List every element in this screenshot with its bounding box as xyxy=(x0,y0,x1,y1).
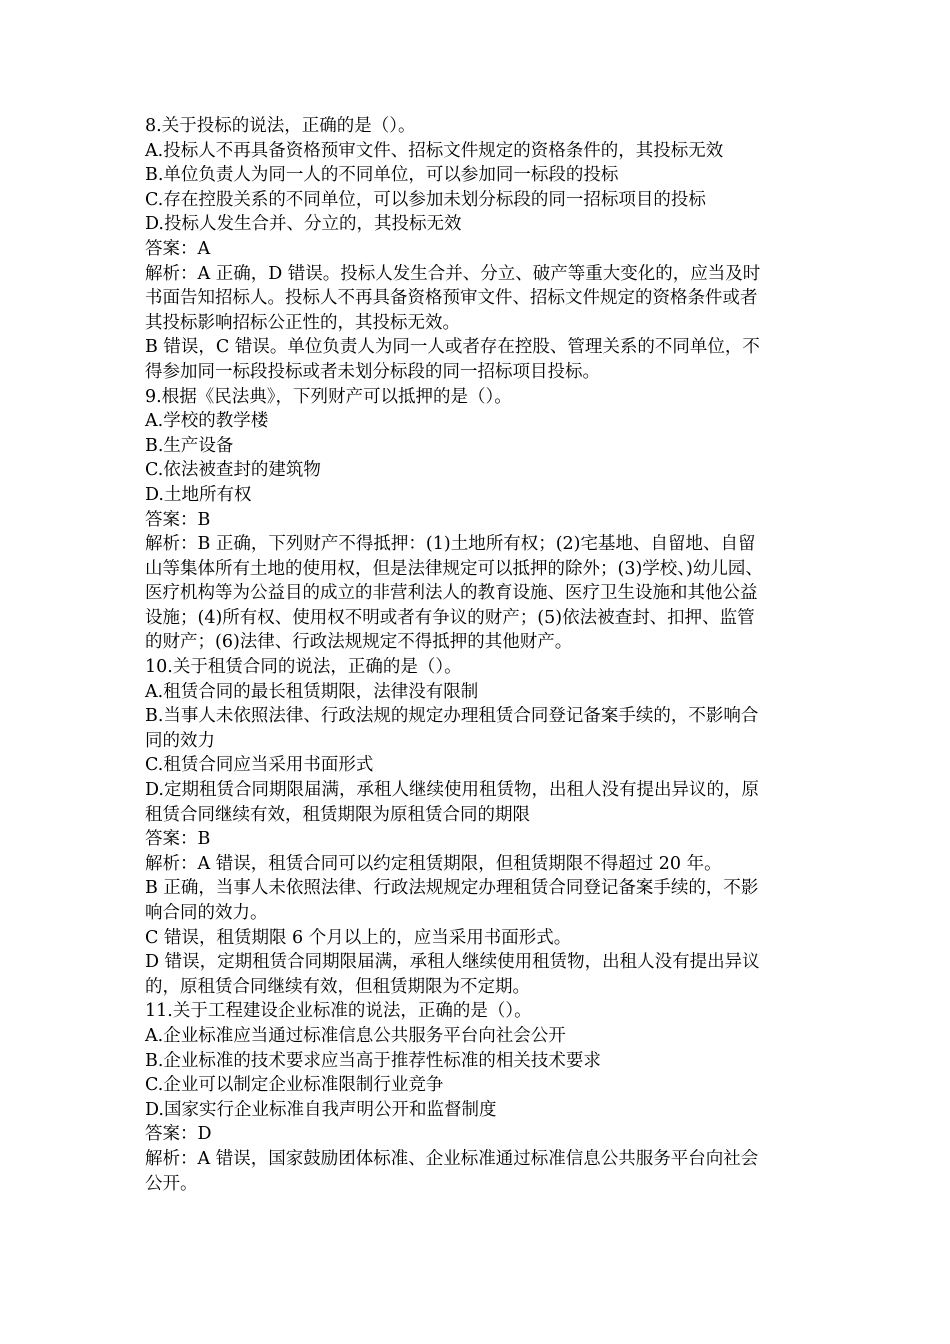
text-line: 解析：B 正确，下列财产不得抵押：(1)土地所有权；(2)宅基地、自留地、自留 xyxy=(145,534,756,555)
text-line: 解析：A 正确，D 错误。投标人发生合并、分立、破产等重大变化的，应当及时 xyxy=(145,263,761,284)
text-line: 公开。 xyxy=(145,1173,198,1194)
text-line: 答案：A xyxy=(145,238,211,259)
text-line: 解析：A 错误，租赁合同可以约定租赁期限，但租赁期限不得超过 20 年。 xyxy=(145,853,722,874)
text-line: 的，原租赁合同继续有效，但租赁期限为不定期。 xyxy=(145,976,530,997)
text-line: 设施；(4)所有权、使用权不明或者有争议的财产；(5)依法被查封、扣押、监管 xyxy=(145,607,755,628)
text-line: 医疗机构等为公益目的成立的非营利法人的教育设施、医疗卫生设施和其他公益 xyxy=(145,583,758,604)
text-line: 11.关于工程建设企业标准的说法，正确的是（）。 xyxy=(145,1001,532,1022)
text-line: B.单位负责人为同一人的不同单位，可以参加同一标段的投标 xyxy=(145,165,619,186)
text-line: A.投标人不再具备资格预审文件、招标文件规定的资格条件的，其投标无效 xyxy=(145,140,724,161)
text-line: 解析：A 错误，国家鼓励团体标准、企业标准通过标准信息公共服务平台向社会 xyxy=(145,1148,759,1169)
text-line: 答案：D xyxy=(145,1124,212,1145)
text-line: C.租赁合同应当采用书面形式 xyxy=(145,755,374,776)
text-line: 答案：B xyxy=(145,509,211,530)
text-line: 得参加同一标段投标或者未划分标段的同一招标项目投标。 xyxy=(145,361,600,382)
text-line: 9.根据《民法典》，下列财产可以抵押的是（）。 xyxy=(145,386,512,407)
text-line: A.学校的教学楼 xyxy=(145,411,269,432)
text-line: 山等集体所有土地的使用权，但是法律规定可以抵押的除外；(3)学校、)幼儿园、 xyxy=(145,558,763,579)
text-line: C.存在控股关系的不同单位，可以参加未划分标段的同一招标项目的投标 xyxy=(145,189,706,210)
text-line: 8.关于投标的说法，正确的是（）。 xyxy=(145,116,416,136)
text-line: B.当事人未依照法律、行政法规的规定办理租赁合同登记备案手续的，不影响合 xyxy=(145,706,759,727)
text-line: B 错误，C 错误。单位负责人为同一人或者存在控股、管理关系的不同单位，不 xyxy=(145,337,760,358)
text-line: D.国家实行企业标准自我声明公开和监督制度 xyxy=(145,1099,497,1120)
text-line: D.投标人发生合并、分立的，其投标无效 xyxy=(145,214,462,235)
text-line: C.企业可以制定企业标准限制行业竞争 xyxy=(145,1075,444,1096)
text-line: 答案：B xyxy=(145,829,211,850)
text-line: C.依法被查封的建筑物 xyxy=(145,460,321,481)
text-line: B 正确，当事人未依照法律、行政法规规定办理租赁合同登记备案手续的，不影 xyxy=(145,878,759,899)
text-line: D.定期租赁合同期限届满，承租人继续使用租赁物，出租人没有提出异议的，原 xyxy=(145,780,759,801)
text-line: 其投标影响招标公正性的，其投标无效。 xyxy=(145,312,460,333)
text-line: B.生产设备 xyxy=(145,435,234,456)
text-line: 租赁合同继续有效，租赁期限为原租赁合同的期限 xyxy=(145,804,530,825)
text-line: 同的效力 xyxy=(145,730,215,751)
text-line: 的财产；(6)法律、行政法规规定不得抵押的其他财产。 xyxy=(145,632,573,653)
text-line: B.企业标准的技术要求应当高于推荐性标准的相关技术要求 xyxy=(145,1050,601,1071)
text-line: D.土地所有权 xyxy=(145,484,252,505)
text-line: 响合同的效力。 xyxy=(145,903,268,923)
text-line: 书面告知招标人。投标人不再具备资格预审文件、招标文件规定的资格条件或者 xyxy=(145,288,758,309)
text-line: D 错误，定期租赁合同期限届满，承租人继续使用租赁物，出租人没有提出异议 xyxy=(145,952,760,973)
text-line: C 错误，租赁期限 6 个月以上的，应当采用书面形式。 xyxy=(145,927,572,948)
text-line: A.租赁合同的最长租赁期限，法律没有限制 xyxy=(145,681,479,702)
text-line: 10.关于租赁合同的说法，正确的是（）。 xyxy=(145,657,462,678)
text-line: A.企业标准应当通过标准信息公共服务平台向社会公开 xyxy=(145,1025,566,1046)
document-page xyxy=(145,114,813,1196)
